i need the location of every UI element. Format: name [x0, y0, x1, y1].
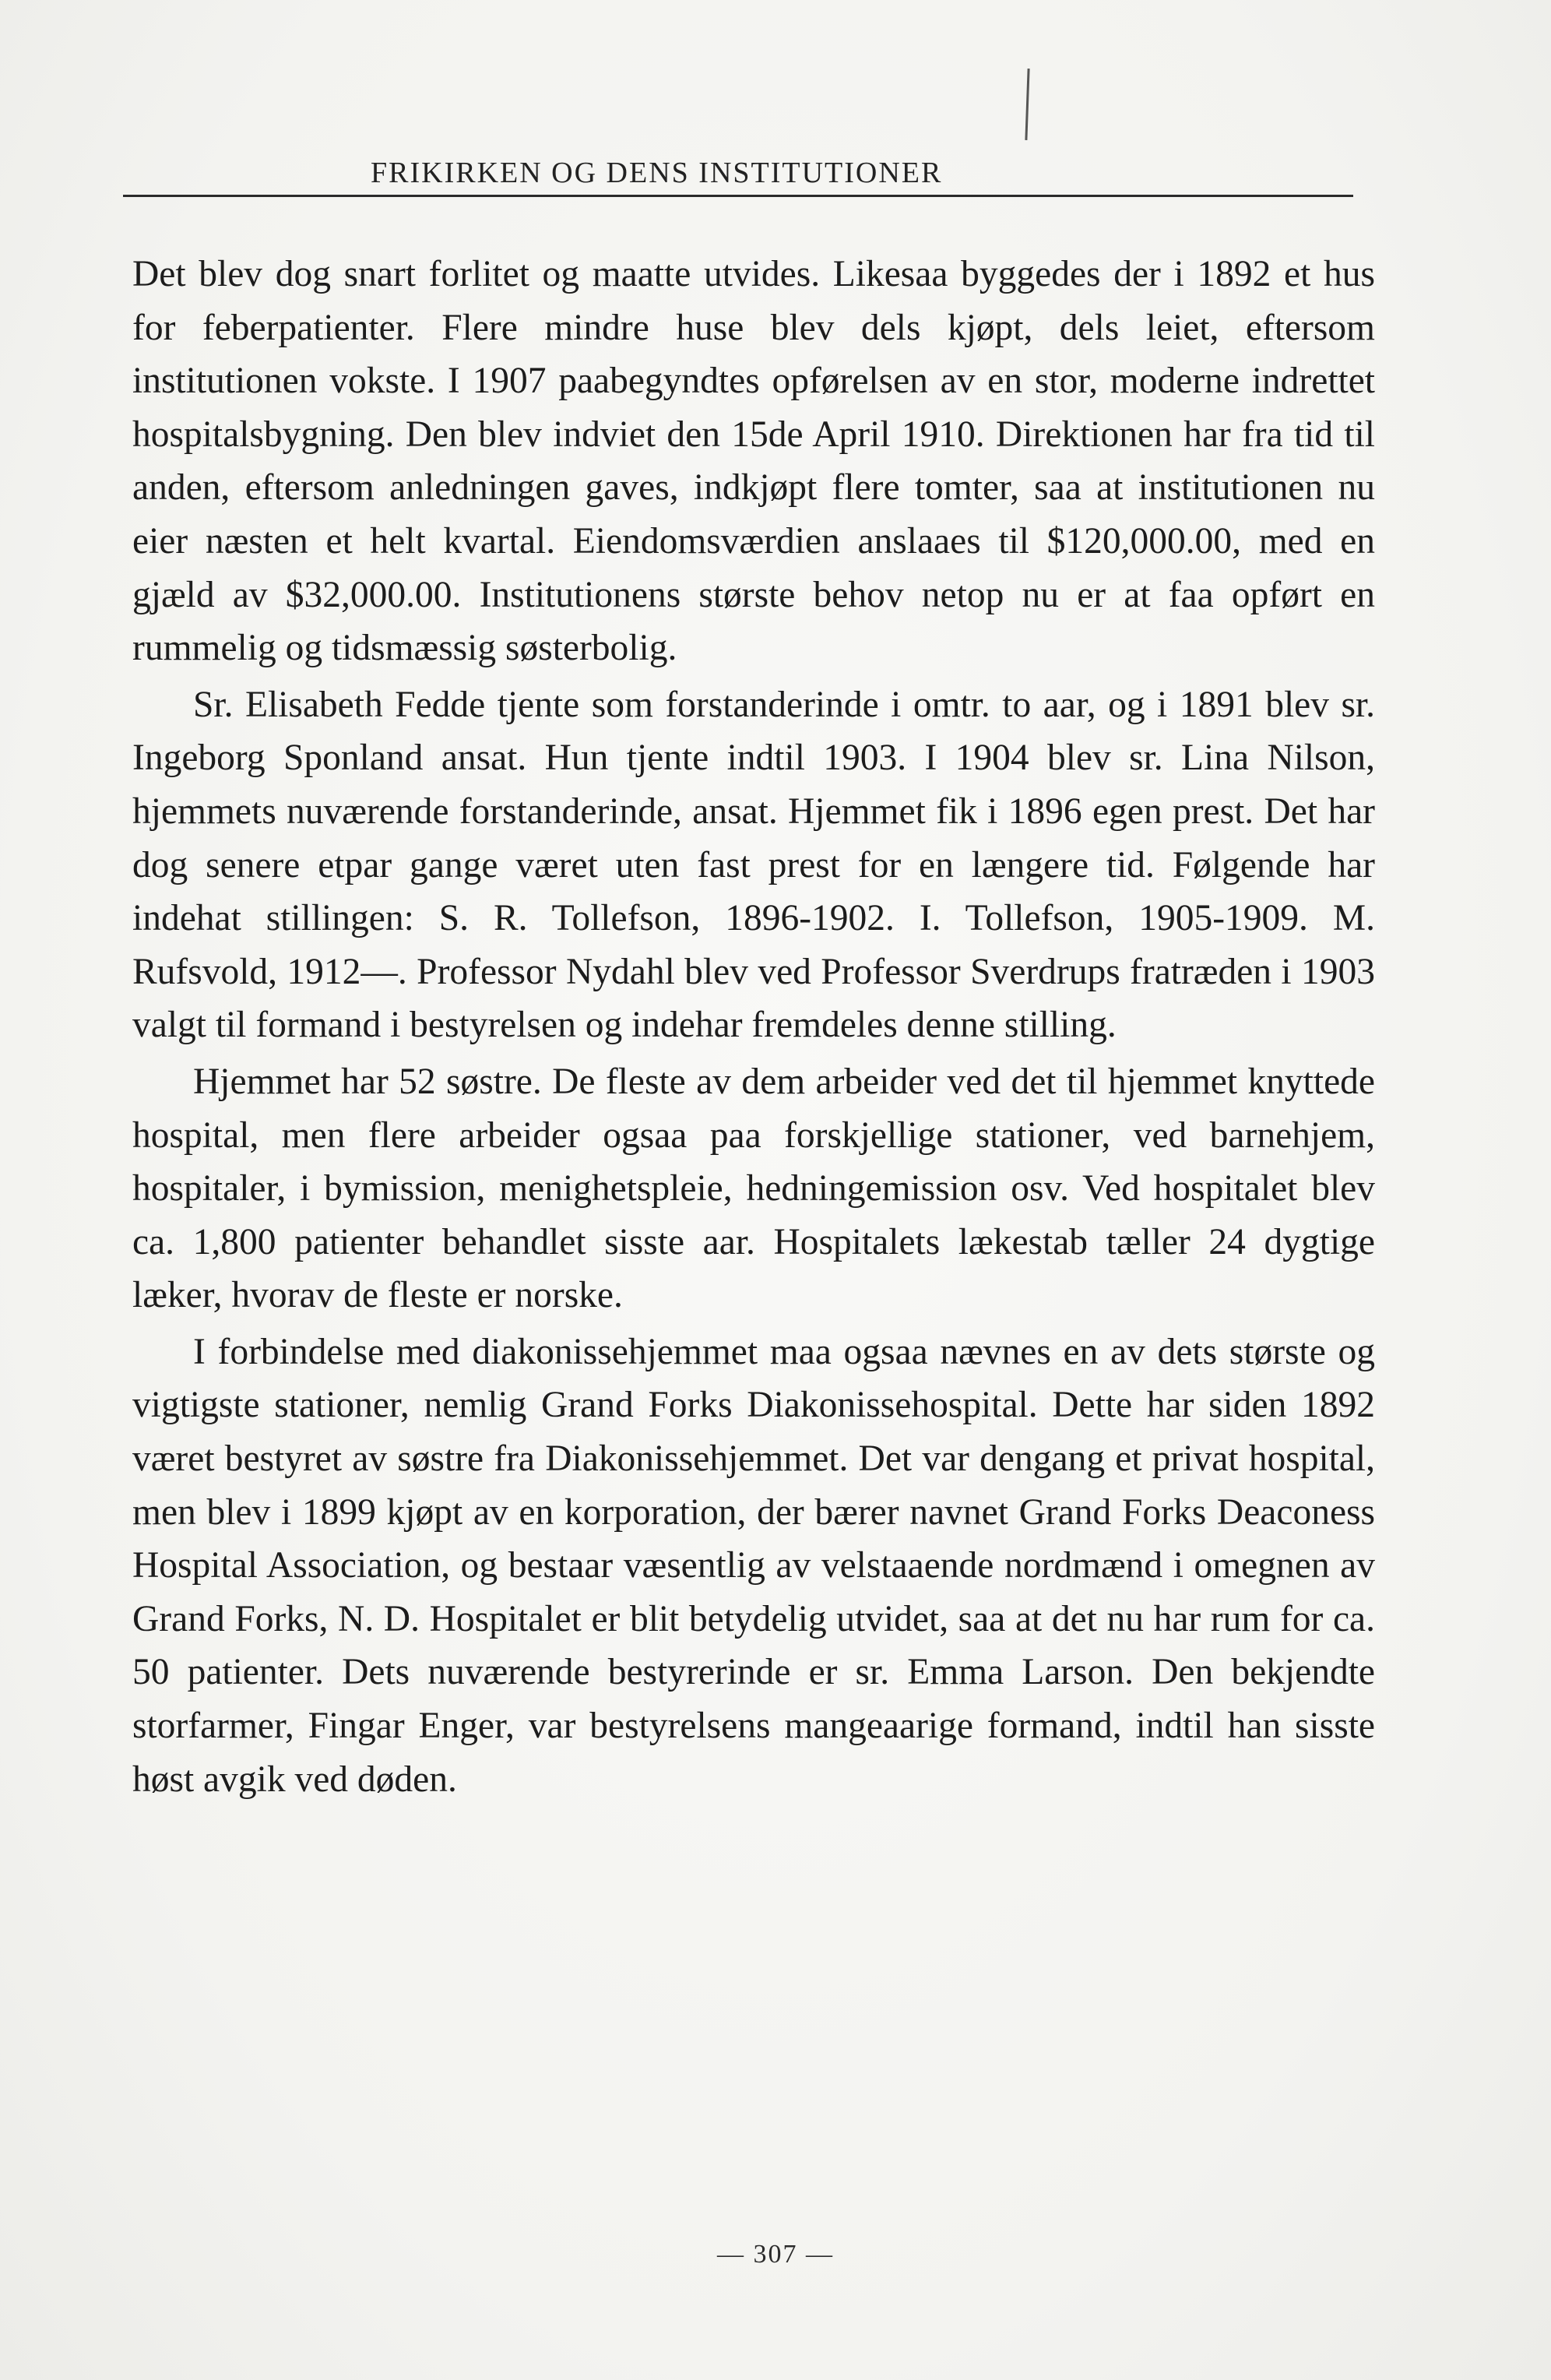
paragraph-3: Hjemmet har 52 søstre. De fleste av dem arbeider ved det til hjemmet knyttede hospital, men flere arbeider ogsaa paa forskjellige stationer, ved barnehjem, hospitaler, i bymission, menighetspleie, hedningemission osv. Ved hospitalet blev ca. 1,800 patienter behandlet sisste aar. Hospitalets lækestab tæller 24 dygtige læker, hvorav de fleste er norske.: [132, 1061, 1375, 1316]
running-title: FRIKIRKEN OG DENS INSTITUTIONER: [371, 157, 943, 189]
header-rule: [123, 195, 1353, 197]
paragraph-1: Det blev dog snart forlitet og maatte utvides. Likesaa byggedes der i 1892 et hus for feberpatienter. Flere mindre huse blev dels kjøpt, dels leiet, eftersom institutionen vokste. I 1907 paabegyndtes opførelsen av en stor, moderne indrettet hospitalsbygning. Den blev indviet den 15de April 1910. Direktionen har fra tid til anden, eftersom anledningen gaves, indkjøpt flere tomter, saa at institutionen nu eier næsten et helt kvartal. Eiendomsværdien anslaaes til $120,000.00, med en gjæld av $32,000.00. Institutionens største behov netop nu er at faa opført en rummelig og tidsmæssig søsterbolig.: [132, 254, 1375, 669]
page-number: — 307 —: [717, 2240, 834, 2269]
paragraph-4: I forbindelse med diakonissehjemmet maa ogsaa nævnes en av dets største og vigtigste stationer, nemlig Grand Forks Diakonissehospital. Dette har siden 1892 været bestyret av søstre fra Diakonissehjemmet. Det var dengang et privat hospital, men blev i 1899 kjøpt av en korporation, der bærer navnet Grand Forks Deaconess Hospital Association, og bestaar væsentlig av velstaaende nordmænd i omegnen av Grand Forks, N. D. Hospitalet er blit betydelig utvidet, saa at det nu har rum for ca. 50 patienter. Dets nuværende bestyrerinde er sr. Emma Larson. Den bekjendte storfarmer, Fingar Enger, var bestyrelsens mangeaarige formand, indtil han sisste høst avgik ved døden.: [132, 1331, 1375, 1800]
paragraph-2: Sr. Elisabeth Fedde tjente som forstanderinde i omtr. to aar, og i 1891 blev sr. Ingeborg Sponland ansat. Hun tjente indtil 1903. I 1904 blev sr. Lina Nilson, hjemmets nuværende forstanderinde, ansat. Hjemmet fik i 1896 egen prest. Det har dog senere etpar gange været uten fast prest for en længere tid. Følgende har indehat stillingen: S. R. Tollefson, 1896-1902. I. Tollefson, 1905-1909. M. Rufsvold, 1912—. Professor Nydahl blev ved Professor Sverdrups fratræden i 1903 valgt til formand i bestyrelsen og indehar fremdeles denne stilling.: [132, 684, 1375, 1046]
margin-mark: [1025, 69, 1029, 140]
body-text: [132, 248, 1375, 1809]
